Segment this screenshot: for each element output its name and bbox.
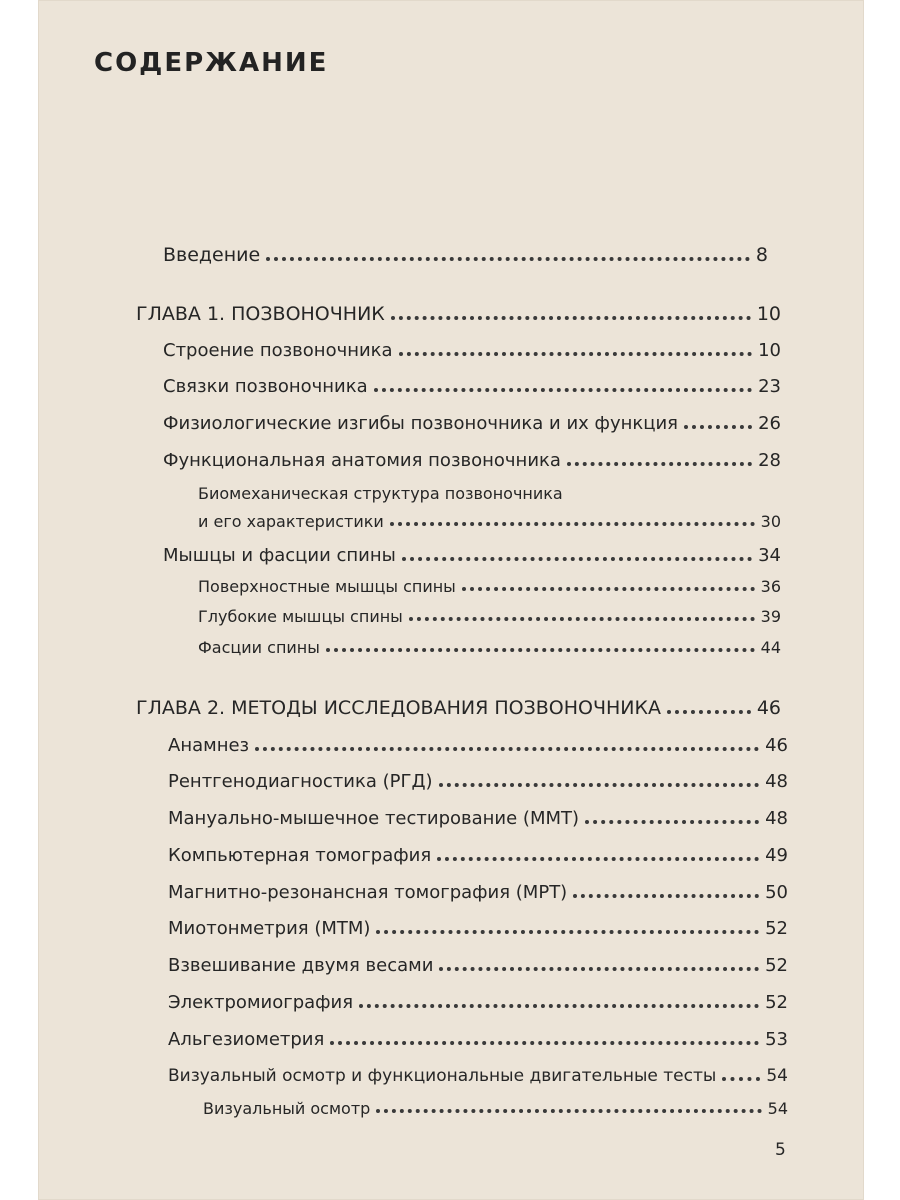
toc-entry-page: 54 (766, 1066, 788, 1086)
toc-entry-page: 28 (758, 450, 781, 471)
toc-entry (168, 1066, 788, 1086)
toc-entry-title: Глубокие мышцы спины (198, 607, 403, 626)
toc-entry-title: Поверхностные мышцы спины (198, 577, 456, 596)
toc-entry-page: 52 (765, 992, 788, 1013)
dot-leader (266, 256, 750, 261)
toc-entry-title: Миотонметрия (МТМ) (168, 918, 371, 939)
toc-entry (163, 244, 768, 266)
toc-entry-page: 10 (758, 340, 781, 361)
toc-entry-title: Связки позвоночника (163, 376, 368, 397)
dot-leader (255, 746, 759, 751)
toc-entry (168, 882, 788, 903)
dot-leader (439, 966, 759, 971)
toc-entry-title: Мануально-мышечное тестирование (ММТ) (168, 808, 580, 829)
toc-entry-page: 48 (765, 771, 788, 792)
dot-leader (409, 616, 755, 621)
toc-entry (168, 992, 788, 1013)
dot-leader (439, 782, 760, 787)
toc-entry-page: 53 (765, 1029, 788, 1050)
toc-entry-title: Электромиография (168, 992, 354, 1013)
toc-entry-title: ГЛАВА 2. МЕТОДЫ ИССЛЕДОВАНИЯ ПОЗВОНОЧНИКА (136, 697, 661, 719)
toc-entry-title: Анамнез (168, 735, 250, 756)
dot-leader (722, 1076, 760, 1081)
dot-leader (376, 1108, 761, 1113)
toc-entry-title: Визуальный осмотр и функциональные двигательные тесты (168, 1066, 717, 1086)
toc-entry-page: 52 (765, 955, 788, 976)
dot-leader (391, 315, 751, 320)
toc-entry-title: Физиологические изгибы позвоночника и их функция (163, 413, 679, 434)
toc-entry-title: Фасции спины (198, 638, 320, 657)
toc-entry-page: 36 (760, 577, 781, 596)
toc-entry (203, 1099, 788, 1118)
toc-chapter-entry (136, 303, 781, 325)
toc-entry-title: Альгезиометрия (168, 1029, 325, 1050)
dot-leader (330, 1040, 759, 1045)
toc-entry-title: Магнитно-резонансная томография (МРТ) (168, 882, 568, 903)
toc-entry (168, 1029, 788, 1050)
dot-leader (567, 461, 752, 466)
toc-entry (163, 450, 781, 471)
dot-leader (376, 929, 759, 934)
toc-entry (168, 845, 788, 866)
dot-leader (437, 856, 759, 861)
dot-leader (684, 424, 752, 429)
toc-entry-page: 34 (758, 545, 781, 566)
toc-entry (198, 607, 781, 626)
dot-leader (402, 556, 752, 561)
toc-entry-title: Компьютерная томография (168, 845, 432, 866)
toc-entry (198, 577, 781, 596)
toc-entry (163, 413, 781, 434)
toc-entry-page: 30 (760, 512, 781, 531)
toc-entry-page: 52 (765, 918, 788, 939)
dot-leader (390, 521, 755, 526)
toc-entry-page: 48 (765, 808, 788, 829)
toc-entry-page: 44 (760, 638, 781, 657)
book-page (38, 0, 864, 1200)
toc-entry (168, 808, 788, 829)
toc-entry-title: ГЛАВА 1. ПОЗВОНОЧНИК (136, 303, 385, 325)
toc-entry-title: Введение (163, 244, 261, 266)
toc-entry-page: 26 (758, 413, 781, 434)
toc-entry-title: Взвешивание двумя весами (168, 955, 434, 976)
toc-entry (163, 376, 781, 397)
toc-entry-title: Функциональная анатомия позвоночника (163, 450, 561, 471)
toc-entry-page: 39 (760, 607, 781, 626)
toc-entry (198, 512, 781, 531)
toc-entry (198, 638, 781, 657)
toc-entry-page: 23 (758, 376, 781, 397)
toc-entry (168, 955, 788, 976)
toc-entry-page: 46 (765, 735, 788, 756)
dot-leader (462, 586, 755, 591)
toc-entry-page: 49 (765, 845, 788, 866)
toc-entry-title: Строение позвоночника (163, 340, 393, 361)
toc-entry (163, 340, 781, 361)
toc-entry-page: 46 (756, 697, 781, 719)
page-title: СОДЕРЖАНИЕ (94, 48, 329, 78)
dot-leader (374, 387, 752, 392)
dot-leader (667, 709, 751, 714)
dot-leader (359, 1003, 759, 1008)
toc-entry-title: Рентгенодиагностика (РГД) (168, 771, 433, 792)
toc-entry (168, 918, 788, 939)
toc-entry-title: Биомеханическая структура позвоночника (198, 484, 563, 503)
toc-entry-title: Визуальный осмотр (203, 1099, 371, 1118)
page-number: 5 (775, 1140, 786, 1160)
toc-entry-page: 8 (755, 244, 768, 266)
toc-entry (163, 545, 781, 566)
toc-entry-page: 50 (765, 882, 788, 903)
toc-entry (168, 771, 788, 792)
dot-leader (326, 647, 755, 652)
toc-entry-page: 54 (767, 1099, 788, 1118)
dot-leader (585, 819, 759, 824)
toc-entry-title: Мышцы и фасции спины (163, 545, 396, 566)
dot-leader (399, 351, 753, 356)
toc-chapter-entry (136, 697, 781, 719)
dot-leader (573, 893, 759, 898)
toc-entry (168, 735, 788, 756)
toc-entry-page: 10 (756, 303, 781, 325)
toc-entry-title: и его характеристики (198, 512, 384, 531)
